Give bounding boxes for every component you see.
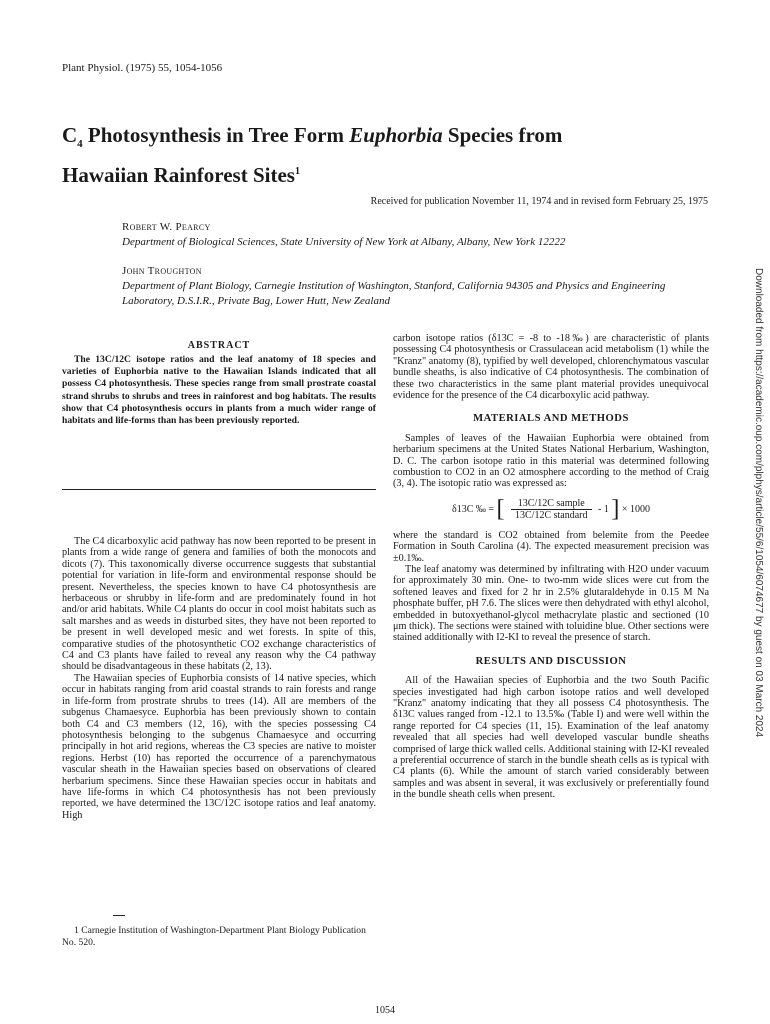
equation-lhs: δ13C ‰ =: [451, 504, 495, 516]
intro-continued: carbon isotope ratios (δ13C = -8 to -18‰) are characteristic of plants possessing C4 photosynthesis or Crassulacean acid metabolism (1) while the "Kranz" anatomy (8), typified by well developed, chlorenchymatous vascular bundle sheaths, is also indicative of C4 photosynthesis. The combination of these two characteristics in the same plant material provides unequivocal evidence for the presence of the C4 dicarboxylic acid pathway.: [393, 333, 709, 402]
right-column: [393, 333, 709, 801]
author-name: Robert W. Pearcy: [122, 221, 211, 233]
methods-paragraph: The leaf anatomy was determined by infiltrating with H2O under vacuum for approximately 30 min. One- to two-mm wide slices were cut from the softened leaves and fixed for 2 hr in 2.5% glutaraldehyde in 0.15 M Na phosphate buffer, pH 7.6. The slices were then dehydrated with ethyl alcohol, embedded in butoxyethanol-glycol methacrylate plastic and sectioned (10 μm thick). The sections were stained with toluidine blue. Other sections were stained additionally with I2-KI to reveal the presence of starch.: [393, 563, 709, 644]
equation-minus: - 1: [598, 504, 609, 516]
footnote: 1 Carnegie Institution of Washington-Department Plant Biology Publication No. 520.: [62, 925, 366, 948]
abstract-divider: [62, 489, 376, 490]
methods-heading: MATERIALS AND METHODS: [473, 413, 629, 425]
download-watermark: Downloaded from https://academic.oup.com/plphys/article/55/6/1054/6074677 by guest on 03 March 2024: [753, 268, 764, 738]
author-affiliation: Department of Plant Biology, Carnegie Institution of Washington, Stanford, California 94305 and Physics and Engineering Laboratory, D.S.I.R., Private Bag, Lower Hutt, New Zealand: [122, 280, 666, 307]
footnote-divider: [113, 915, 125, 916]
author-affiliation: Department of Biological Sciences, State University of New York at Albany, Albany, New York 12222: [122, 236, 566, 248]
title-part2: Photosynthesis in Tree Form: [82, 123, 350, 147]
methods-paragraph: Samples of leaves of the Hawaiian Euphorbia were obtained from herbarium specimens at the United States National Herbarium, Washington, D. C. The carbon isotope ratio in this material was determined following combustion to CO2 in an O2 atmosphere according to the method of Craig (3, 4). The isotopic ratio was expressed as:: [393, 432, 709, 490]
journal-reference: Plant Physiol. (1975) 55, 1054-1056: [62, 62, 223, 74]
results-heading: RESULTS AND DISCUSSION: [475, 655, 627, 667]
isotope-equation: [393, 498, 709, 522]
page-number: 1054: [375, 1005, 395, 1016]
author-block-1: [122, 220, 702, 250]
paper-title: [62, 122, 702, 189]
title-italic: Euphorbia: [349, 123, 443, 147]
left-column: [62, 536, 376, 821]
abstract-text: The 13C/12C isotope ratios and the leaf anatomy of 18 species and varieties of Euphorbia native to the Hawaiian Islands indicated that all possess C4 photosynthesis. These species range from small prostrate coastal strand shrubs to shrubs and trees in rainforest and bog habitats. The results show that C4 photosynthesis occurs in plants from a much wider range of habitats and life-forms than has been previously reported.: [62, 354, 376, 427]
bracket-close: ]: [611, 496, 620, 523]
equation-fraction: [511, 498, 592, 522]
results-paragraph: All of the Hawaiian species of Euphorbia and the two South Pacific species investigated had high carbon isotope ratios and well developed "Kranz" anatomy indicating that they all possess C4 photosynthesis. The δ13C values ranged from -12.1 to 13.5‰ (Table I) and were well within the range reported for C4 species (11, 15). Examination of the leaf anatomy revealed that all species had well developed vascular bundle sheaths comprised of large thick walled cells. Additional staining with I2-KI revealed a preferential occurrence of starch in the bundle sheath cells as is typical with C4 plants (6). While the amount of starch varied considerably between samples and was absent in several, it was exclusively or preferentially found in the bundle sheath cells when present.: [393, 675, 709, 801]
equation-numerator: 13C/12C sample: [511, 498, 592, 510]
title-footnote-mark: 1: [294, 166, 300, 178]
abstract-heading: ABSTRACT: [187, 340, 251, 351]
intro-paragraph: The C4 dicarboxylic acid pathway has now been reported to be present in plants from a wide range of genera and families of both the monocots and dicots (7). This taxonomically diverse occurrence suggests that substantial potential for variation in life-form and environmental response should be present. Nevertheless, the species known to have C4 photosynthesis are herbaceous or shrubby in life-form and are predominately found in hot and/or arid habitats. While C4 plants do occur in cool moist habitats such as salt marshes and as weeds in disturbed sites, they have not been reported to be present in well developed mesic and wet forests. In spite of this, comparative studies of the photosynthetic CO2 exchange characteristics of C4 and C3 plants have failed to reveal any reason why the C4 pathway should be disadvantageous in these habitats (2, 13).: [62, 536, 376, 673]
intro-paragraph: The Hawaiian species of Euphorbia consists of 14 native species, which occur in habitats ranging from arid coastal strands to rain forests and range in life-form from prostrate shrubs to trees (14). All are members of the subgenus Chamaesyce. Euphorbia has been previously shown to contain both C4 and C3 members (12, 16), with the species possessing C4 photosynthesis belonging to the subgenus Chamaesyce and occurring principally in hot arid regions, whereas the C3 species are native to moister regions. Herbst (10) has reported the occurrence of a parenchymatous vascular sheath in the Hawaiian species based on observations of cleared herbarium specimens. Since these Hawaiian species occur in habitats and have life-forms in which C4 photosynthesis has not been previously reported, we have determined the 13C/12C isotope ratios and leaf anatomy. High: [62, 672, 376, 821]
equation-denominator: 13C/12C standard: [515, 510, 588, 522]
author-name: John Troughton: [122, 265, 202, 277]
bracket-open: [: [496, 496, 505, 523]
title-part3: Species from: [442, 123, 563, 147]
title-subscript: 4: [77, 138, 83, 151]
equation-rhs: × 1000: [621, 504, 650, 516]
methods-paragraph: where the standard is CO2 obtained from belemite from the Peedee Formation in South Carolina (4). The expected measurement precision was ±0.1‰.: [393, 529, 709, 564]
title-line2: Hawaiian Rainforest Sites: [62, 163, 295, 188]
title-part1: C: [62, 123, 78, 147]
received-date: Received for publication November 11, 1974 and in revised form February 25, 1975: [370, 196, 708, 207]
author-block-2: [122, 264, 702, 309]
